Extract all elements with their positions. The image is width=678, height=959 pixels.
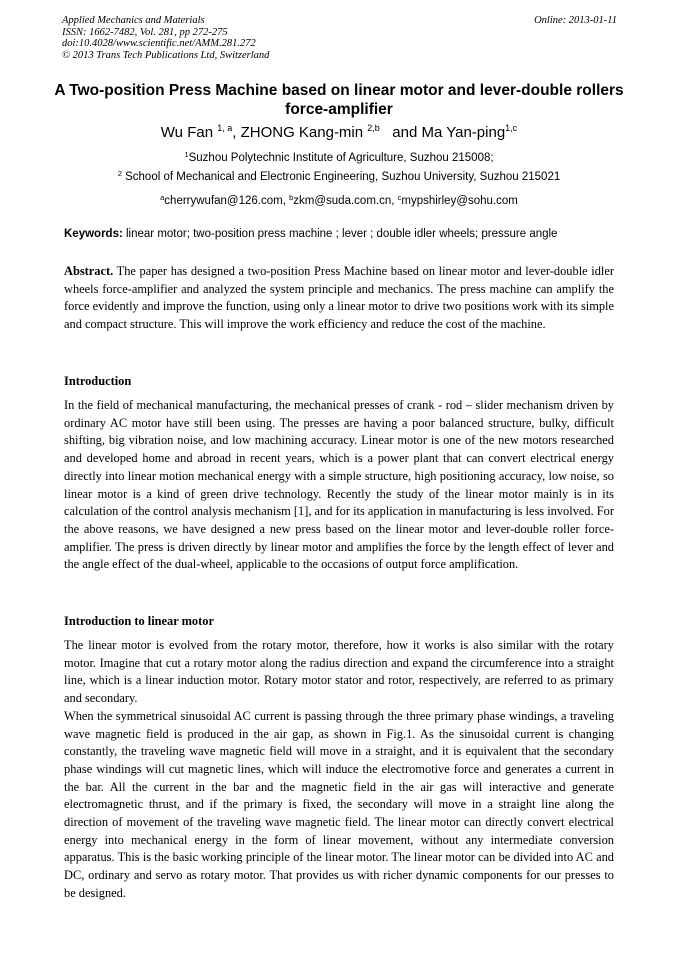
keywords — [64, 227, 620, 241]
online-date: Online: 2013-01-11 — [534, 15, 617, 26]
abstract-paragraph — [64, 263, 614, 334]
author-affiliation-mark: 1, a — [217, 123, 233, 133]
author-name: Wu Fan — [160, 124, 214, 141]
journal-header — [62, 15, 617, 61]
email-mark: b — [289, 193, 294, 202]
paragraph: In the field of mechanical manufacturing, the mechanical presses of crank - rod – slider mechanism driven by ordinary AC motor have still been using. The presses are having a poor balanced structure, bulky, difficult shifting, big vibration noise, and low machining accuracy. Linear motor is one of the new motors researched and developed home and abroad in recent years, which is a power plant that can convert electrical energy directly into linear motion mechanical energy with a simple structure, high positioning accuracy, low noise, so linear motor is a kind of green drive technology. Recently the study of the linear motor mainly is in its calculation of the control analysis mechanism [1], and for its application in manufacturing is less involved. For the above reasons, we have designed a new press based on the linear motor and lever-double roller force-amplifier. The press is driven directly by linear motor and amplifies the force by the length effect of lever and the angle effect of the dual-wheel, applicable to the occasions of output force amplification. — [64, 398, 614, 572]
section-heading-linear-motor: Introduction to linear motor — [64, 614, 214, 628]
affiliation-1 — [40, 151, 638, 165]
section-heading-introduction: Introduction — [64, 374, 132, 388]
issn-line: ISSN: 1662-7482, Vol. 281, pp 272-275 — [62, 26, 228, 38]
author-name: ZHONG Kang-min — [240, 124, 364, 141]
paragraph: When the symmetrical sinusoidal AC current is passing through the three primary phase windings, a traveling wave magnetic field is produced in the air gap, as shown in Fig.1. As the sinusoidal current is changing constantly, the traveling wave magnetic field will move in a straight, and it is equivalent that the secondary phase windings will cut magnetic lines, which will induce the electromotive force and generates a current in the bar. All the current in the bar and the magnetic field in the air gas will interactive and generate electromagnetic thrust, and if the primary is fixed, the secondary will move in a straight line along the direction of movement of the traveling wave magnetic field. The linear motor can directly convert electrical energy into mechanical energy in the form of linear movement, without any intermediate conversion apparatus. This is the basic working principle of the linear motor. The linear motor can be divided into AC and DC, ordinary and servo as rotary motor. That provides us with richer dynamic components for our presses to be designed. — [64, 708, 614, 900]
email-mark: c — [397, 193, 402, 202]
email-address: mypshirley@sohu.com — [401, 195, 518, 207]
email-address: zkm@suda.com.cn, — [293, 195, 398, 207]
affiliation-text: School of Mechanical and Electronic Engineering, Suzhou University, Suzhou 215021 — [121, 171, 561, 183]
copyright-line: © 2013 Trans Tech Publications Ltd, Switzerland — [62, 49, 270, 61]
author-name: Ma Yan-ping — [421, 124, 506, 141]
paper-title: A Two-position Press Machine based on linear motor and lever-double rollers force-amplifier — [54, 82, 624, 118]
author-affiliation-mark: 2,b — [367, 123, 380, 133]
keywords-label: Keywords: — [64, 228, 123, 240]
affiliation-mark: 2 — [117, 169, 122, 178]
abstract — [64, 263, 614, 334]
paragraph: The linear motor is evolved from the rotary motor, therefore, how it works is also similar with the rotary motor. Imagine that cut a rotary motor along the radius direction and expand the circumference into a straight line, which is a linear induction motor. Rotary motor stator and rotor, respectively, are referred to as primary and secondary. — [64, 638, 614, 706]
journal-name: Applied Mechanics and Materials — [62, 15, 205, 26]
section-introduction — [64, 397, 614, 574]
email-mark: a — [160, 193, 165, 202]
author-separator: , — [232, 124, 241, 141]
affiliation-text: Suzhou Polytechnic Institute of Agriculture, Suzhou 215008; — [188, 152, 494, 164]
affiliation-2 — [40, 170, 638, 184]
doi-line: doi:10.4028/www.scientific.net/AMM.281.272 — [62, 38, 256, 49]
keywords-text: linear motor; two-position press machine ; lever ; double idler wheels; pressure angle — [122, 228, 558, 240]
email-address: cherrywufan@126.com, — [164, 195, 290, 207]
email-list — [40, 194, 638, 208]
section-linear-motor — [64, 637, 614, 903]
affiliation-mark: 1 — [184, 150, 189, 159]
abstract-label: Abstract. — [64, 264, 114, 278]
author-affiliation-mark: 1,c — [505, 123, 518, 133]
author-separator: and — [379, 124, 422, 141]
abstract-text: The paper has designed a two-position Press Machine based on linear motor and lever-double idler wheels force-amplifier and analyzed the system principle and mechanics. The press machine can amplify the force evidently and improve the function, using only a linear motor to drive two positions work with its simple and compact structure. This will improve the work efficiency and reduce the cost of the machine. — [64, 264, 614, 332]
author-list — [40, 124, 638, 142]
